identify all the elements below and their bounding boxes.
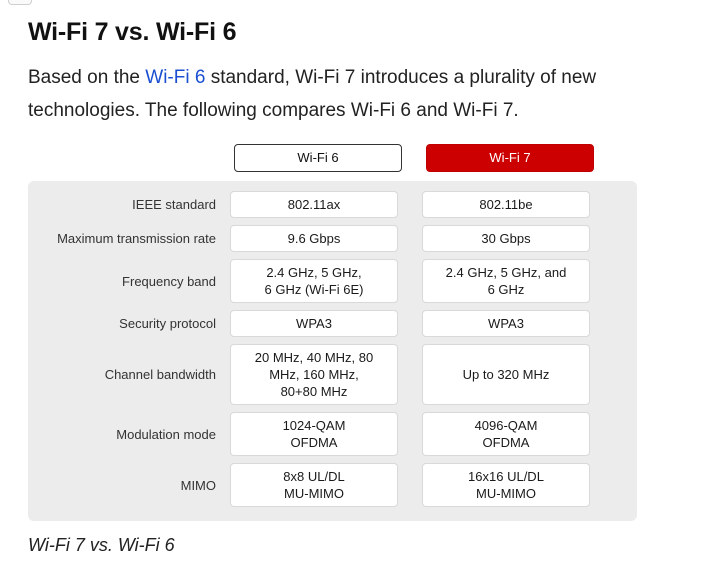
intro-text-after-link: standard, Wi-Fi 7 introduces a plurality of new technologies. The following compares Wi-Fi 6 and Wi-Fi 7. xyxy=(28,67,597,121)
table-row xyxy=(42,191,623,218)
cell-line: 4096-QAM xyxy=(474,418,538,433)
intro-text-before-link: Based on the xyxy=(28,67,146,88)
row-label: Maximum transmission rate xyxy=(57,231,216,246)
cell-line: WPA3 xyxy=(488,316,524,331)
cell-line: 6 GHz (Wi-Fi 6E) xyxy=(264,282,364,297)
table-row xyxy=(42,412,623,456)
cell-wifi7 xyxy=(422,225,590,252)
cell-line: 802.11ax xyxy=(287,197,341,212)
cell-line: 2.4 GHz, 5 GHz, and xyxy=(445,265,567,280)
cell-wifi7 xyxy=(422,191,590,218)
cell-line: MU-MIMO xyxy=(476,486,536,501)
cell-line: OFDMA xyxy=(290,435,338,450)
row-label: IEEE standard xyxy=(132,197,216,212)
table-row xyxy=(42,225,623,252)
cell-wifi6 xyxy=(230,259,398,303)
cell-line: OFDMA xyxy=(482,435,530,450)
comparison-table xyxy=(28,143,673,521)
column-header-wifi6: Wi-Fi 6 xyxy=(234,144,402,172)
cell-line: 2.4 GHz, 5 GHz, xyxy=(266,265,362,280)
cell-line: WPA3 xyxy=(296,316,332,331)
cell-line: 20 MHz, 40 MHz, 80 xyxy=(254,350,374,365)
cell-wifi6 xyxy=(230,344,398,405)
cell-line: Up to 320 MHz xyxy=(462,367,550,382)
browser-tab-artifact xyxy=(8,0,32,5)
row-label: Security protocol xyxy=(119,316,216,331)
row-label: Frequency band xyxy=(122,273,216,289)
row-label: Channel bandwidth xyxy=(104,367,216,382)
cell-wifi6 xyxy=(230,310,398,337)
cell-line: MU-MIMO xyxy=(284,486,344,501)
cell-wifi7 xyxy=(422,463,590,507)
column-header-wifi7: Wi-Fi 7 xyxy=(426,144,594,172)
wifi6-link[interactable]: Wi-Fi 6 xyxy=(145,67,206,88)
table-row xyxy=(42,310,623,337)
row-label: Modulation mode xyxy=(116,426,216,442)
cell-wifi6 xyxy=(230,191,398,218)
cell-wifi6 xyxy=(230,225,398,252)
row-label: MIMO xyxy=(180,477,216,493)
cell-wifi6 xyxy=(230,463,398,507)
figure-caption: Wi-Fi 7 vs. Wi-Fi 6 xyxy=(28,535,175,555)
cell-wifi7 xyxy=(422,344,590,405)
cell-line: 802.11be xyxy=(479,197,533,212)
column-headers xyxy=(28,143,673,173)
cell-wifi7 xyxy=(422,412,590,456)
cell-line: 16x16 UL/DL xyxy=(468,469,544,484)
cell-wifi6 xyxy=(230,412,398,456)
intro-paragraph xyxy=(28,61,653,127)
cell-line: 9.6 Gbps xyxy=(287,231,341,246)
cell-line: 80+80 MHz xyxy=(280,384,348,399)
table-row xyxy=(42,344,623,405)
cell-line: MHz, 160 MHz, xyxy=(269,367,359,382)
cell-line: 8x8 UL/DL xyxy=(283,469,345,484)
table-row xyxy=(42,259,623,303)
cell-line: 1024-QAM xyxy=(282,418,346,433)
cell-wifi7 xyxy=(422,259,590,303)
cell-line: 30 Gbps xyxy=(481,231,531,246)
page-title: Wi-Fi 7 vs. Wi-Fi 6 xyxy=(28,18,237,46)
cell-wifi7 xyxy=(422,310,590,337)
table-row xyxy=(42,463,623,507)
table-body xyxy=(28,181,637,521)
cell-line: 6 GHz xyxy=(487,282,525,297)
